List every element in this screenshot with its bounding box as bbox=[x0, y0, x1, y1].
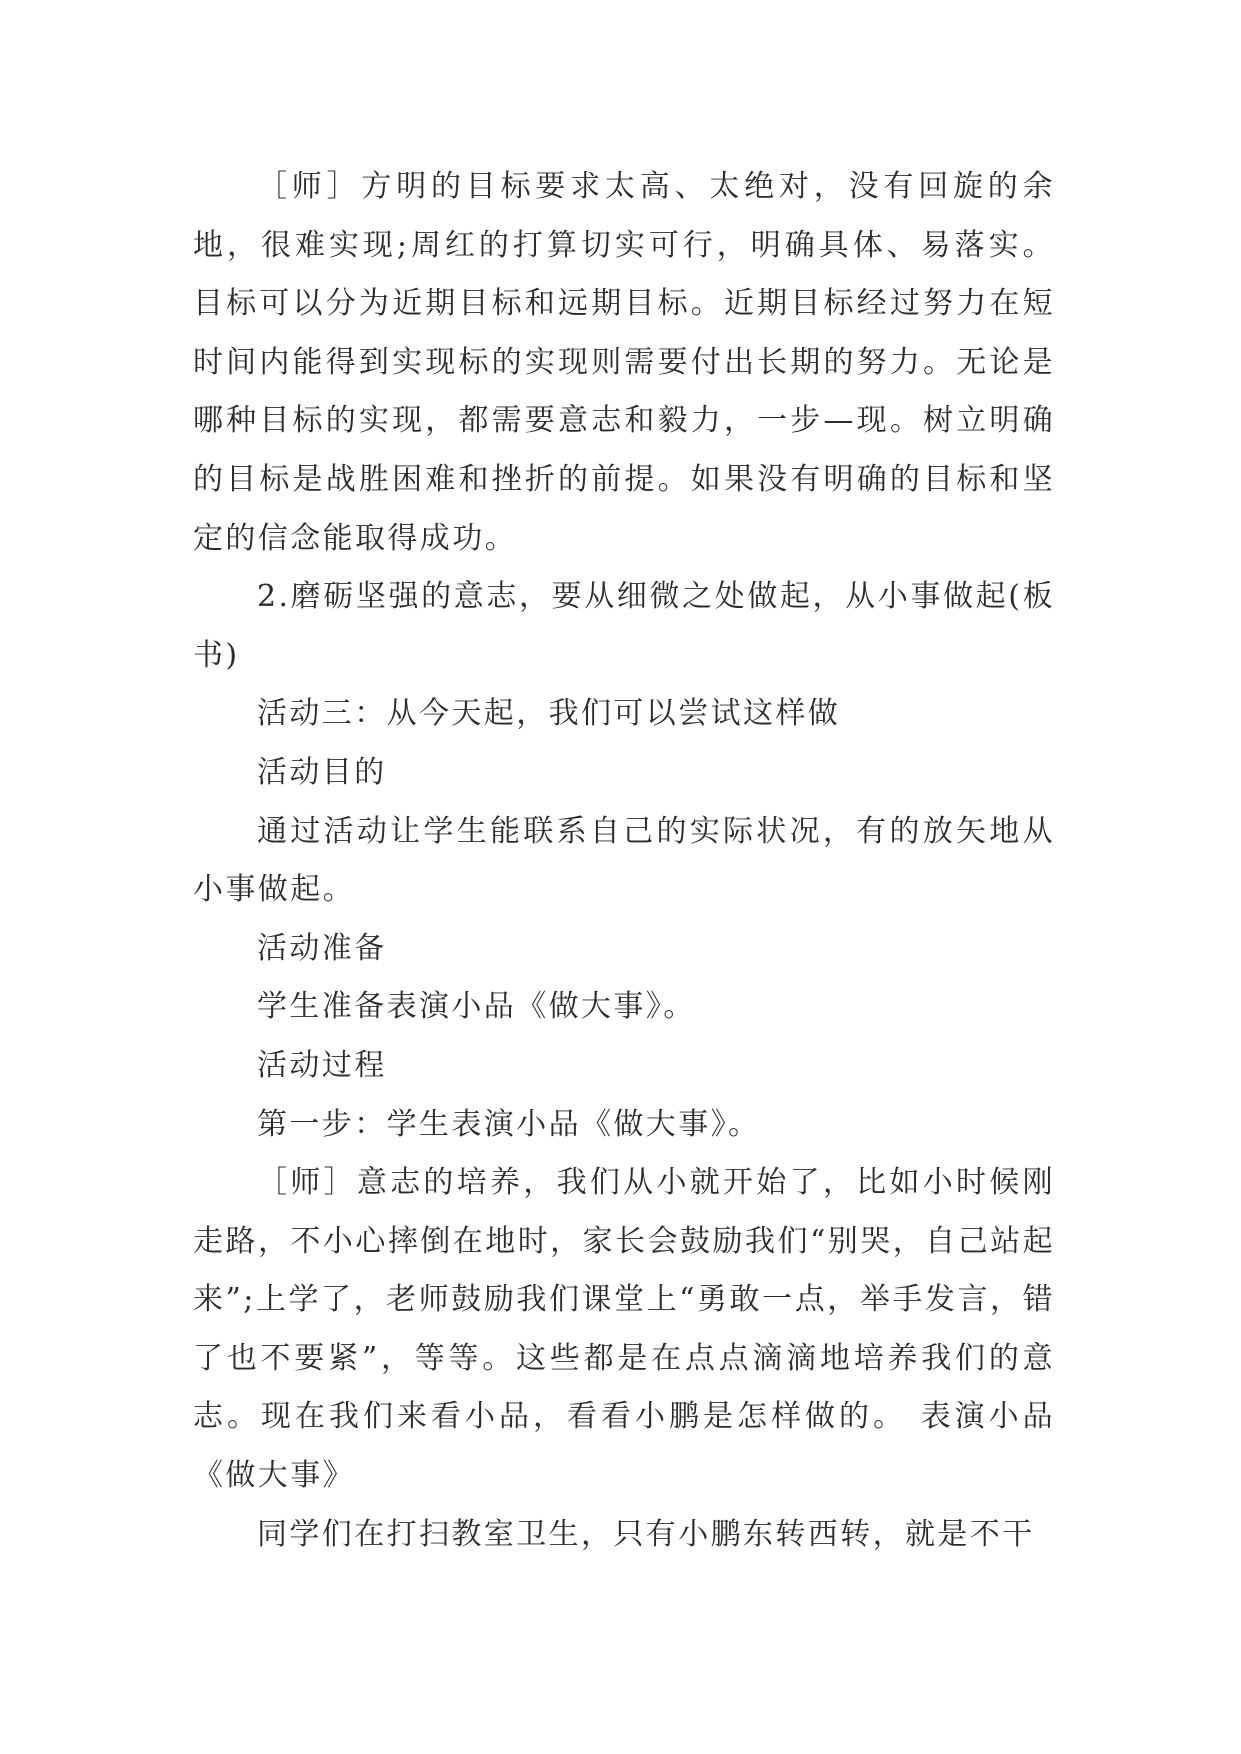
paragraph-activity-purpose-heading: 活动目的 bbox=[257, 754, 387, 790]
paragraph-activity-prep-heading: 活动准备 bbox=[257, 930, 387, 966]
paragraph-activity-3-title: 活动三：从今天起，我们可以尝试这样做 bbox=[257, 696, 841, 732]
paragraph-activity-prep: 学生准备表演小品《做大事》。 bbox=[257, 989, 696, 1025]
paragraph-point-2: 2.磨砺坚强的意志，要从细微之处做起，从小事做起(板书) bbox=[193, 579, 1055, 673]
paragraph-teacher-goals: ［师］方明的目标要求太高、太绝对，没有回旋的余地，很难实现;周红的打算切实可行，明确具体、易落实。 目标可以分为近期目标和远期目标。近期目标经过努力在短时间内能得到实现标的实现则需要付出长期的努力。无论是哪种目标的实现，都需要意志和毅力，一步—现。树立明确的目标是战胜困难和挫折的前提。如果没有明确的目标和坚定的信念能取得成功。 bbox=[193, 169, 1055, 556]
paragraph-skit-start: 同学们在打扫教室卫生，只有小鹏东转西转，就是不干 bbox=[257, 1516, 1035, 1552]
document-body bbox=[193, 158, 1055, 1564]
paragraph-teacher-will: ［师］意志的培养，我们从小就开始了，比如小时候刚走路，不小心摔倒在地时，家长会鼓励我们“别哭，自己站起来”;上学了，老师鼓励我们课堂上“勇敢一点，举手发言，错了也不要紧”，等等。这些都是在点点滴滴地培养我们的意志。现在我们来看小品，看看小鹏是怎样做的。 表演小品《做大事》 bbox=[193, 1165, 1055, 1494]
paragraph-activity-process-heading: 活动过程 bbox=[257, 1047, 387, 1083]
paragraph-activity-purpose: 通过活动让学生能联系自己的实际状况，有的放矢地从小事做起。 bbox=[193, 813, 1055, 908]
paragraph-step-1: 第一步：学生表演小品《做大事》。 bbox=[257, 1106, 761, 1142]
